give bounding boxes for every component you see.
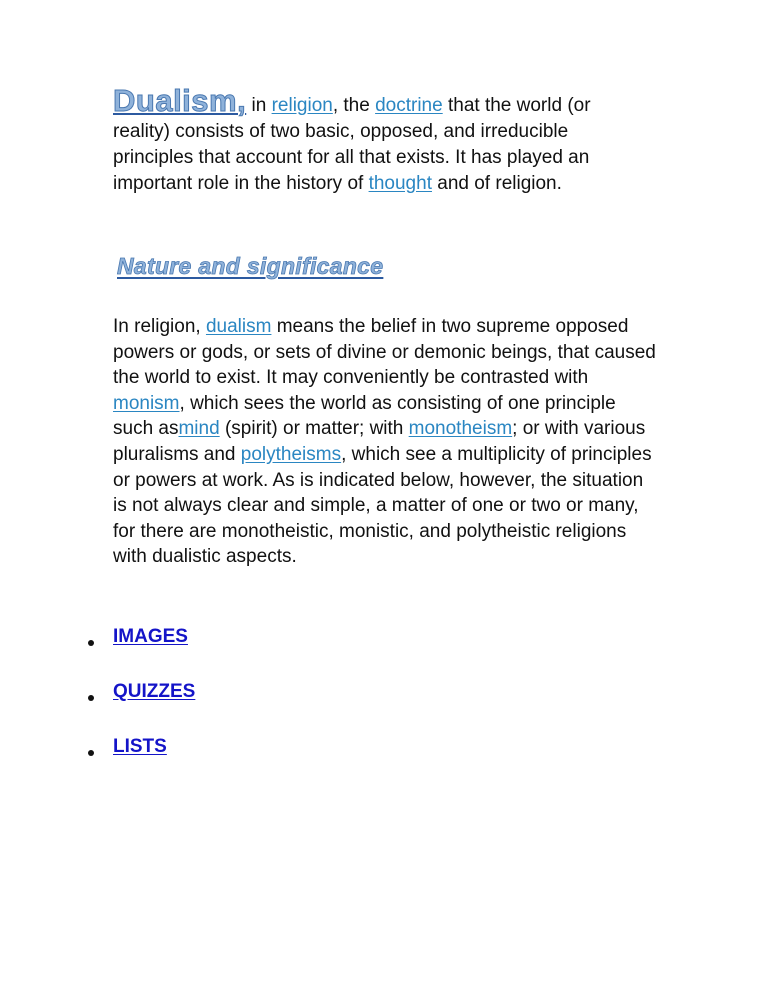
- link-dualism[interactable]: dualism: [205, 316, 272, 337]
- link-monotheism[interactable]: monotheism: [408, 418, 513, 440]
- intro-text: in: [246, 95, 272, 116]
- bullet-dot-icon: [88, 750, 94, 756]
- title-word: Dualism,: [113, 83, 247, 118]
- images-link[interactable]: IMAGES: [113, 626, 188, 647]
- intro-text: and of religion.: [431, 173, 562, 194]
- bullet-dot-icon: [88, 640, 94, 646]
- section-text: , which see a multiplicity of principles or powers at work. As is indicated below, however, the situation is not always clear and simple, a matter of one or two or many, for there are monotheistic, monistic, and polytheistic religions with dualistic aspects.: [113, 443, 652, 568]
- section-heading: Nature and significance: [117, 253, 384, 279]
- intro-text: , the: [332, 95, 376, 116]
- section-text: (spirit) or matter; with: [219, 418, 409, 440]
- bullet-dot-icon: [88, 695, 94, 701]
- section-text: means the belief in two supreme opposed powers or gods, or sets of divine or demonic beings, that caused the world to exist. It may conveniently be contrasted with: [113, 316, 656, 389]
- link-monism[interactable]: monism: [113, 392, 180, 414]
- lists-link[interactable]: LISTS: [113, 736, 167, 757]
- link-polytheisms[interactable]: polytheisms: [240, 443, 342, 465]
- section-text: In religion,: [113, 316, 206, 337]
- quizzes-link[interactable]: QUIZZES: [113, 681, 196, 702]
- intro-text: that the world (or reality) consists of two basic, opposed, and irreducible principles that account for all that exists. It has played an important role in the history of: [113, 95, 591, 194]
- link-mind[interactable]: mind: [178, 418, 220, 440]
- link-thought[interactable]: thought: [368, 173, 432, 194]
- intro-paragraph: [113, 83, 643, 197]
- link-religion[interactable]: religion: [271, 95, 333, 116]
- section-text: , which sees the world as consisting of one principle such as: [113, 392, 616, 440]
- section-paragraph: [113, 314, 658, 570]
- link-doctrine[interactable]: doctrine: [375, 95, 443, 116]
- section-text: ; or with various pluralisms and: [113, 418, 646, 465]
